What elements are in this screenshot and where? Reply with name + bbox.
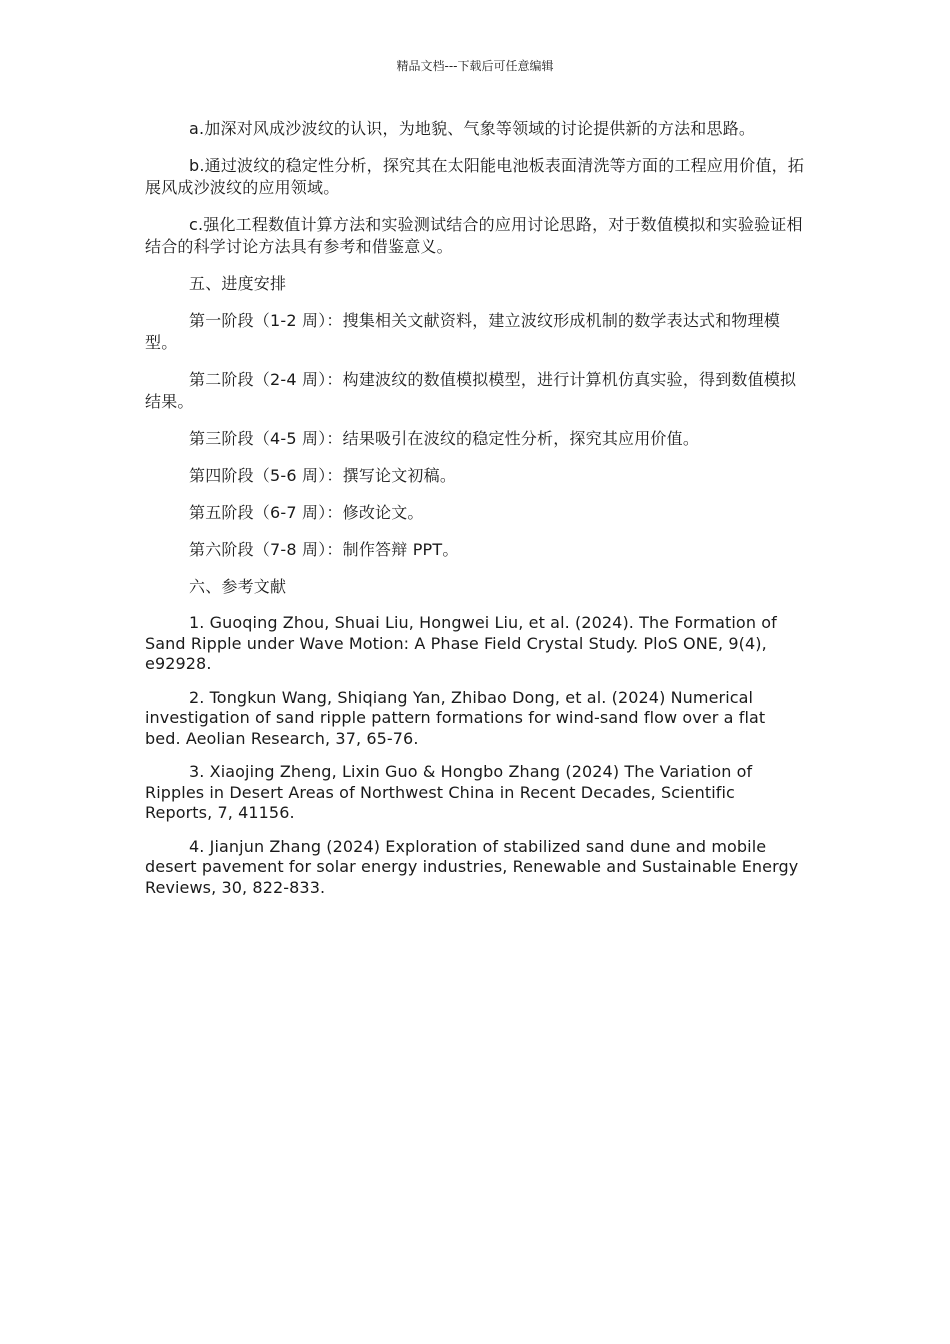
reference-item-1: 1. Guoqing Zhou, Shuai Liu, Hongwei Liu, et al. (2024). The Formation of Sand Ripple under Wave Motion: A Phase Field Crystal Study. PloS ONE, 9(4), e92928. <box>145 613 777 673</box>
reference-item-4: 4. Jianjun Zhang (2024) Exploration of stabilized sand dune and mobile desert pavement for solar energy industries, Renewable and Sustainable Energy Reviews, 30, 822-833. <box>145 836 799 897</box>
reference-item-2: 2. Tongkun Wang, Shiqiang Yan, Zhibao Dong, et al. (2024) Numerical investigation of sand ripple pattern formations for wind-sand flow over a flat bed. Aeolian Research, 37, 65-76. <box>145 687 766 748</box>
schedule-stage-1: 第一阶段（1-2 周）：搜集相关文献资料，建立波纹形成机制的数学表达式和物理模型。 <box>145 311 781 352</box>
schedule-stage-3: 第三阶段（4-5 周）：结果吸引在波纹的稳定性分析，探究其应用价值。 <box>189 429 700 448</box>
document-body <box>145 118 805 911</box>
reference-item-3: 3. Xiaojing Zheng, Lixin Guo & Hongbo Zhang (2024) The Variation of Ripples in Desert Areas of Northwest China in Recent Decades, Scientific Reports, 7, 41156. <box>145 762 753 822</box>
significance-item-c: c.强化工程数值计算方法和实验测试结合的应用讨论思路，对于数值模拟和实验验证相结合的科学讨论方法具有参考和借鉴意义。 <box>145 215 803 256</box>
schedule-heading: 五、进度安排 <box>189 274 287 293</box>
schedule-stage-4: 第四阶段（5-6 周）：撰写论文初稿。 <box>189 466 457 485</box>
schedule-stage-5: 第五阶段（6-7 周）：修改论文。 <box>189 503 424 522</box>
schedule-stage-2: 第二阶段（2-4 周）：构建波纹的数值模拟模型，进行计算机仿真实验，得到数值模拟结果。 <box>145 370 797 411</box>
page-header: 精品文档---下载后可任意编辑 <box>396 59 554 73</box>
significance-item-a: a.加深对风成沙波纹的认识，为地貌、气象等领域的讨论提供新的方法和思路。 <box>189 119 756 138</box>
schedule-stage-6: 第六阶段（7-8 周）：制作答辩 PPT。 <box>189 540 459 559</box>
references-heading: 六、参考文献 <box>189 577 287 596</box>
significance-item-b: b.通过波纹的稳定性分析，探究其在太阳能电池板表面清洗等方面的工程应用价值，拓展风成沙波纹的应用领域。 <box>145 156 805 197</box>
